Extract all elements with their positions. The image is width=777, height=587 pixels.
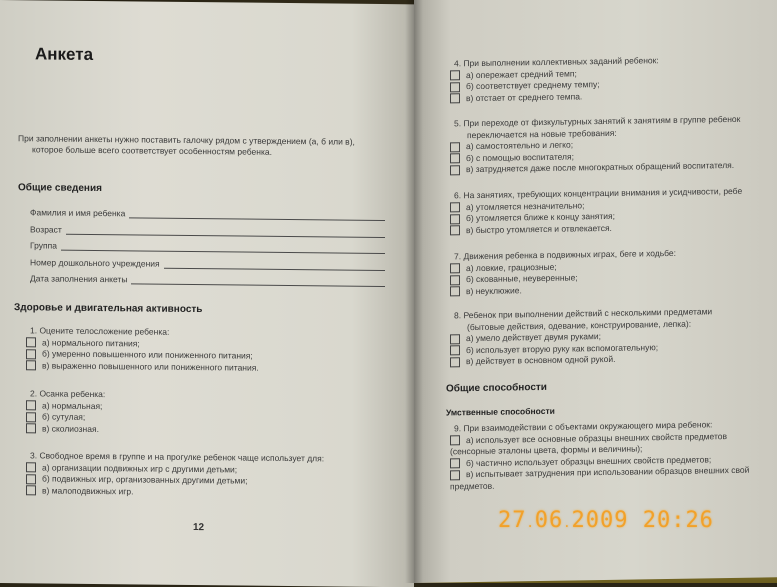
health-heading: Здоровье и двигательная активность [14, 302, 203, 316]
checkbox[interactable] [450, 94, 460, 104]
option-c[interactable]: в) действует в основном одной рукой. [450, 352, 712, 368]
checkbox[interactable] [26, 338, 36, 348]
field-age: Возраст [30, 224, 385, 238]
option-b[interactable]: б) использует вторую руку как вспомогательную; [450, 341, 712, 357]
field-line[interactable] [61, 242, 385, 254]
option-c[interactable]: в) затрудняется даже после многократных обращений воспитателя. [450, 160, 740, 176]
option-b[interactable]: б) умеренно повышенного или пониженного питания; [26, 348, 259, 362]
checkbox[interactable] [26, 349, 36, 359]
option-b[interactable]: б) скованные, неуверенные; [450, 271, 676, 286]
book-gutter [405, 0, 423, 583]
photo-date-stamp: 27.06.2009 20:26 [498, 508, 714, 533]
option-b[interactable]: б) частично использует образцы внешних свойств предметов; [450, 453, 749, 469]
option-a[interactable]: а) утомляется незначительно; [450, 197, 742, 213]
option-c[interactable]: в) отстает от среднего темпа. [450, 90, 659, 105]
field-line[interactable] [164, 260, 385, 271]
question-7: 7. Движения ребенка в подвижных играх, беге и ходьбе: а) ловкие, грациозные; б) скованные, неуверенные; в) неуклюжие. [454, 248, 676, 297]
checkbox[interactable] [450, 226, 460, 236]
field-name: Фамилия и имя ребенка [30, 207, 385, 221]
field-institution: Номер дошкольного учреждения [30, 257, 385, 271]
checkbox[interactable] [26, 361, 36, 371]
option-b[interactable]: б) соответствует среднему темпу; [450, 78, 659, 93]
general-heading: Общие сведения [18, 182, 102, 195]
checkbox[interactable] [450, 165, 460, 175]
checkbox[interactable] [450, 470, 460, 480]
checkbox[interactable] [450, 154, 460, 164]
checkbox[interactable] [450, 459, 460, 469]
option-c[interactable]: в) быстро утомляется и отвлекается. [450, 220, 742, 236]
checkbox[interactable] [450, 346, 460, 356]
field-group: Группа [30, 240, 385, 254]
checkbox[interactable] [450, 82, 460, 92]
question-2: 2. Осанка ребенка: а) нормальная; б) сутулая; в) сколиозная. [30, 388, 105, 435]
option-c[interactable]: в) сколиозная. [26, 423, 105, 435]
question-6: 6. На занятиях, требующих концентрации внимания и усидчивости, ребе а) утомляется незначительно; б) утомляется ближе к концу занятия; в) быстро утомляется и отвлекается. [454, 186, 742, 237]
right-page [414, 0, 777, 583]
option-a[interactable]: а) ловкие, грациозные; [450, 259, 676, 274]
checkbox[interactable] [450, 142, 460, 152]
option-c[interactable]: в) малоподвижных игр. [26, 485, 324, 500]
checkbox[interactable] [26, 486, 36, 496]
mental-heading: Умственные способности [446, 405, 555, 418]
option-b[interactable]: б) с помощью воспитателя; [450, 148, 740, 164]
question-1: 1. Оцените телосложение ребенка: а) нормального питания; б) умеренно повышенного или пониженного питания; в) выраженно повышенного или пониженного питания. [30, 325, 259, 373]
option-a[interactable]: а) умело действует двумя руками; [450, 329, 712, 345]
option-b[interactable]: б) подвижных игр, организованных другими детьми; [26, 473, 324, 488]
field-line[interactable] [129, 209, 385, 221]
field-line[interactable] [131, 275, 385, 287]
checkbox[interactable] [450, 203, 460, 213]
option-c[interactable]: в) неуклюжие. [450, 282, 676, 297]
question-8: 8. Ребенок при выполнении действий с несколькими предметами (бытовые действия, одевание, конструирование, лепка): а) умело действует двумя руками; б) использует вторую руку как вспомогательную; в) действует в основном одной рукой. [454, 306, 712, 368]
checkbox[interactable] [26, 401, 36, 411]
field-date: Дата заполнения анкеты [30, 273, 385, 287]
option-a[interactable]: а) самостоятельно и легко; [450, 137, 740, 153]
intro-text: При заполнении анкеты нужно поставить галочку рядом с утверждением (а, б или в), которое больше всего соответствует особенностям ребенка. [18, 133, 355, 157]
field-line[interactable] [66, 226, 385, 238]
checkbox[interactable] [450, 275, 460, 285]
option-c[interactable]: в) испытывает затруднения при использовании образцов внешних свой [450, 465, 749, 481]
option-b[interactable]: б) сутулая; [26, 411, 105, 423]
option-a[interactable]: а) организации подвижных игр с другими детьми; [26, 462, 324, 477]
checkbox[interactable] [450, 264, 460, 274]
option-a[interactable]: а) нормального питания; [26, 337, 259, 351]
option-a[interactable]: а) нормальная; [26, 400, 105, 412]
checkbox[interactable] [450, 357, 460, 367]
checkbox[interactable] [450, 334, 460, 344]
checkbox[interactable] [26, 474, 36, 484]
checkbox[interactable] [26, 424, 36, 434]
option-a[interactable]: а) опережает средний темп; [450, 67, 659, 82]
option-a[interactable]: а) использует все основные образцы внешних свойств предметов [450, 430, 749, 446]
checkbox[interactable] [26, 412, 36, 422]
checkbox[interactable] [450, 287, 460, 297]
page-title: Анкета [35, 44, 94, 64]
question-9: 9. При взаимодействии с объектами окружающего мира ребенок: а) использует все основные образцы внешних свойств предметов (сенсорные эталоны цвета, формы и величины); б) частично использует образцы внешних свойств предметов; в) испытывает затруднения при использовании образцов внешних свой предметов. [450, 419, 750, 491]
option-b[interactable]: б) утомляется ближе к концу занятия; [450, 209, 742, 225]
abilities-heading: Общие способности [446, 381, 547, 395]
checkbox[interactable] [450, 436, 460, 446]
question-5: 5. При переходе от физкультурных занятий к занятиям в группе ребенок переключается на новые требования: а) самостоятельно и легко; б) с помощью воспитателя; в) затрудняется даже после многократных обращений воспитателя. [454, 114, 740, 176]
question-3: 3. Свободное время в группе и на прогулке ребенок чаще использует для: а) организации подвижных игр с другими детьми; б) подвижных игр, организованных другими детьми; в) малоподвижных игр. [30, 450, 324, 499]
option-c[interactable]: в) выраженно повышенного или пониженного питания. [26, 360, 259, 374]
checkbox[interactable] [26, 463, 36, 473]
checkbox[interactable] [450, 71, 460, 81]
question-4: 4. При выполнении коллективных заданий ребенок: а) опережает средний темп; б) соответствует среднему темпу; в) отстает от среднего темпа. [454, 55, 659, 104]
checkbox[interactable] [450, 214, 460, 224]
page-number: 12 [193, 522, 205, 534]
